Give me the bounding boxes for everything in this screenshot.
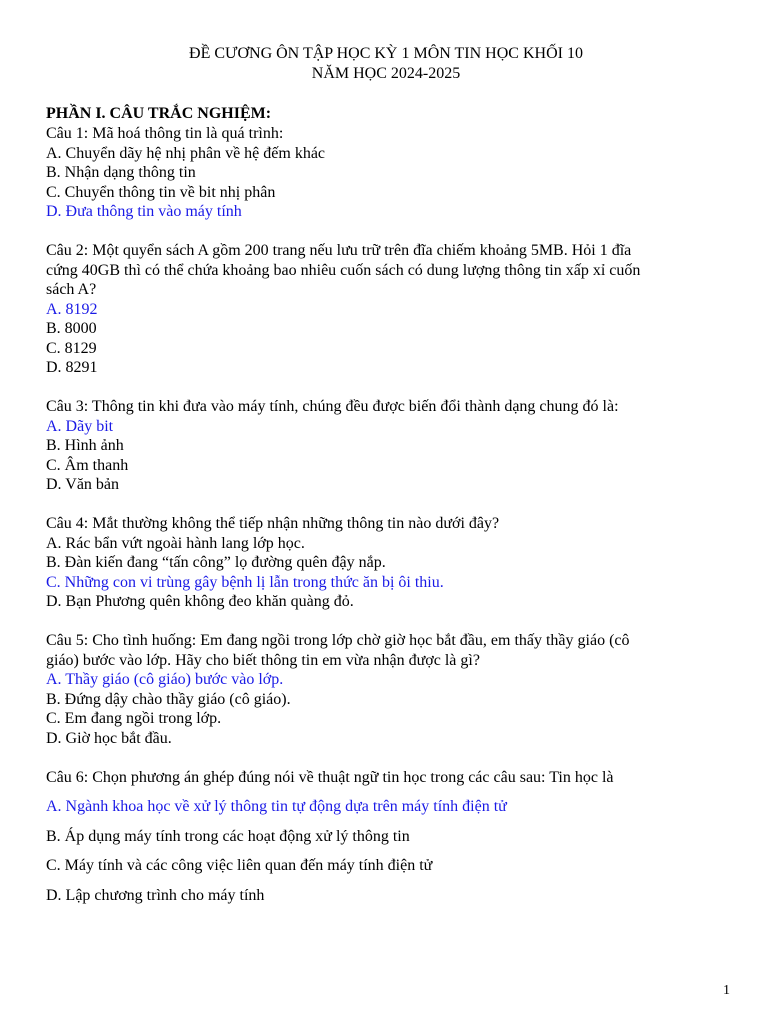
section-heading: PHẦN I. CÂU TRẮC NGHIỆM: — [46, 105, 272, 122]
question-5-option-a-correct: A. Thầy giáo (cô giáo) bước vào lớp. — [46, 671, 284, 688]
document-page — [46, 44, 726, 915]
question-6-stem: Câu 6: Chọn phương án ghép đúng nói về thuật ngữ tin học trong các câu sau: Tin học là — [46, 768, 614, 786]
question-5-option-c: C. Em đang ngồi trong lớp. — [46, 710, 222, 727]
question-1 — [46, 124, 726, 222]
question-6-option-c: C. Máy tính và các công việc liên quan đến máy tính điện tử — [46, 857, 433, 874]
question-4-stem: Câu 4: Mắt thường không thể tiếp nhận những thông tin nào dưới đây? — [46, 515, 500, 532]
question-4 — [46, 514, 726, 612]
question-1-option-c: C. Chuyển thông tin về bit nhị phân — [46, 183, 276, 201]
question-2-stem-line-3: sách A? — [46, 281, 97, 298]
question-2-option-d: D. 8291 — [46, 359, 98, 376]
question-5-stem-line-2: giáo) bước vào lớp. Hãy cho biết thông tin em vừa nhận được là gì? — [46, 651, 480, 669]
question-2-option-b: B. 8000 — [46, 320, 97, 337]
question-2-stem-line-2: cứng 40GB thì có thể chứa khoảng bao nhiêu cuốn sách có dung lượng thông tin xấp xỉ cuốn — [46, 261, 641, 279]
question-4-option-c-correct: C. Những con vi trùng gây bệnh lị lẫn trong thức ăn bị ôi thiu. — [46, 573, 444, 591]
question-1-option-d-correct: D. Đưa thông tin vào máy tính — [46, 203, 242, 220]
question-5-stem-line-1: Câu 5: Cho tình huống: Em đang ngồi trong lớp chờ giờ học bắt đầu, em thấy thầy giáo (cô — [46, 632, 630, 649]
question-4-option-d: D. Bạn Phương quên không đeo khăn quàng đỏ. — [46, 593, 354, 610]
question-6 — [46, 768, 726, 906]
question-5 — [46, 631, 726, 748]
question-3-option-b: B. Hình ảnh — [46, 437, 124, 454]
document-title-line-2: NĂM HỌC 2024-2025 — [311, 65, 461, 82]
question-5-option-d: D. Giờ học bắt đầu. — [46, 729, 172, 747]
question-5-option-b: B. Đứng dậy chào thầy giáo (cô giáo). — [46, 690, 291, 708]
page-number: 1 — [723, 983, 730, 998]
question-3-option-d: D. Văn bản — [46, 476, 120, 493]
question-3-stem: Câu 3: Thông tin khi đưa vào máy tính, chúng đều được biến đổi thành dạng chung đó là: — [46, 398, 619, 415]
question-3-option-c: C. Âm thanh — [46, 456, 129, 474]
question-6-option-b: B. Áp dụng máy tính trong các hoạt động xử lý thông tin — [46, 827, 410, 845]
question-2 — [46, 241, 726, 378]
question-6-option-a-correct: A. Ngành khoa học về xử lý thông tin tự động dựa trên máy tính điện tử — [46, 798, 507, 815]
question-2-option-c: C. 8129 — [46, 339, 97, 357]
question-1-option-b: B. Nhận dạng thông tin — [46, 164, 196, 181]
question-3-option-a-correct: A. Dãy bit — [46, 417, 114, 435]
document-title-line-1: ĐỀ CƯƠNG ÔN TẬP HỌC KỲ 1 MÔN TIN HỌC KHỐI 10 — [189, 45, 583, 62]
question-4-option-a: A. Rác bẩn vứt ngoài hành lang lớp học. — [46, 534, 305, 552]
question-6-option-d: D. Lập chương trình cho máy tính — [46, 886, 265, 904]
question-3 — [46, 397, 726, 495]
question-1-option-a: A. Chuyển dãy hệ nhị phân về hệ đếm khác — [46, 144, 326, 162]
question-1-stem: Câu 1: Mã hoá thông tin là quá trình: — [46, 125, 284, 142]
question-4-option-b: B. Đàn kiến đang “tấn công” lọ đường quên đậy nắp. — [46, 554, 386, 571]
question-2-option-a-correct: A. 8192 — [46, 300, 98, 318]
question-2-stem-line-1: Câu 2: Một quyển sách A gồm 200 trang nếu lưu trữ trên đĩa chiếm khoảng 5MB. Hỏi 1 đĩa — [46, 242, 632, 259]
